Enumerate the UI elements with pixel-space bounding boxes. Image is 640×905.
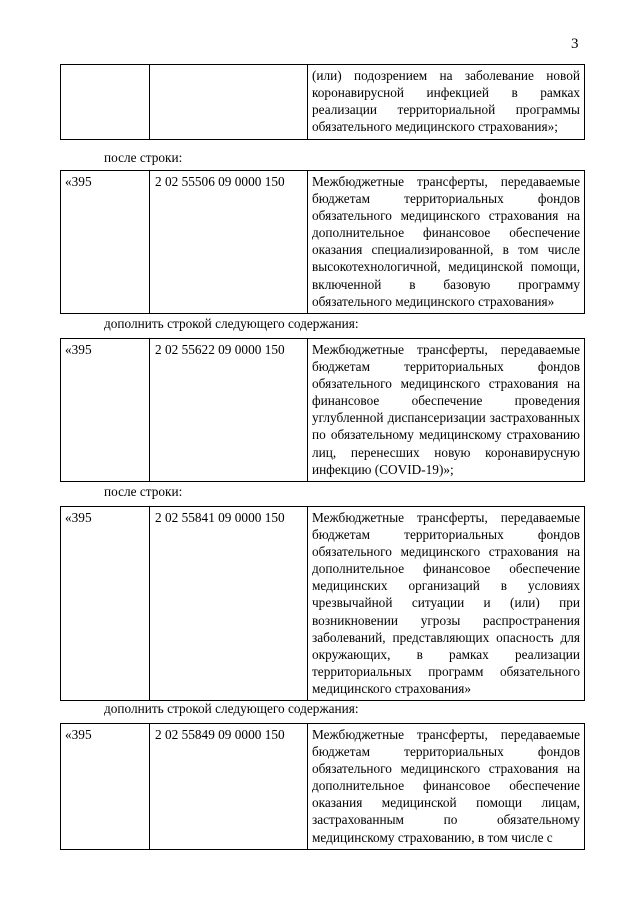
budget-table-row-55841: [60, 506, 585, 701]
description-cell: Межбюджетные трансферты, передаваемые бюджетам территориальных фондов обязательного медицинского страхования на дополнительное финансовое обеспечение оказания медицинской помощи лицам, застрахованным по обязательному медицинскому страхованию, в том числе с: [308, 724, 585, 850]
budget-code-cell: 2 02 55506 09 0000 150: [150, 171, 308, 314]
budget-table-row-55506: [60, 170, 585, 314]
budget-table-row-55849: [60, 723, 585, 850]
description-cell: Межбюджетные трансферты, передаваемые бюджетам территориальных фондов обязательного медицинского страхования на дополнительное финансовое обеспечение медицинских организаций в условиях чрезвычайной ситуации и (или) при возникновении угрозы распространения заболеваний, представляющих опасность для окружающих, в рамках реализации территориальных программ обязательного медицинского страхования»: [308, 507, 585, 701]
table-row: [61, 171, 585, 314]
admin-code-cell: «395: [61, 724, 150, 850]
description-cell: Межбюджетные трансферты, передаваемые бюджетам территориальных фондов обязательного медицинского страхования на финансовое обеспечение проведения углубленной диспансеризации застрахованных по обязательному медицинскому страхованию лиц, перенесших новую коронавирусную инфекцию (COVID-19)»;: [308, 339, 585, 482]
admin-code-cell: [61, 65, 150, 140]
admin-code-cell: «395: [61, 507, 150, 701]
table-row: [61, 507, 585, 701]
table-row: [61, 339, 585, 482]
instruction-paragraph: после строки:: [104, 150, 183, 165]
instruction-paragraph: дополнить строкой следующего содержания:: [104, 316, 359, 331]
table-row: [61, 65, 585, 140]
instruction-paragraph: после строки:: [104, 484, 183, 499]
description-cell: (или) подозрением на заболевание новой коронавирусной инфекцией в рамках реализации территориальной программы обязательного медицинского страхования»;: [308, 65, 585, 140]
description-cell: Межбюджетные трансферты, передаваемые бюджетам территориальных фондов обязательного медицинского страхования на дополнительное финансовое обеспечение оказания специализированной, в том числе высокотехнологичной, медицинской помощи, включенной в базовую программу обязательного медицинского страхования»: [308, 171, 585, 314]
budget-table-continuation: [60, 64, 585, 140]
budget-code-cell: 2 02 55841 09 0000 150: [150, 507, 308, 701]
budget-table-row-55622: [60, 338, 585, 482]
table-row: [61, 724, 585, 850]
instruction-paragraph: дополнить строкой следующего содержания:: [104, 701, 359, 716]
budget-code-cell: 2 02 55849 09 0000 150: [150, 724, 308, 850]
budget-code-cell: [150, 65, 308, 140]
budget-code-cell: 2 02 55622 09 0000 150: [150, 339, 308, 482]
admin-code-cell: «395: [61, 171, 150, 314]
page-number: 3: [571, 36, 579, 52]
admin-code-cell: «395: [61, 339, 150, 482]
